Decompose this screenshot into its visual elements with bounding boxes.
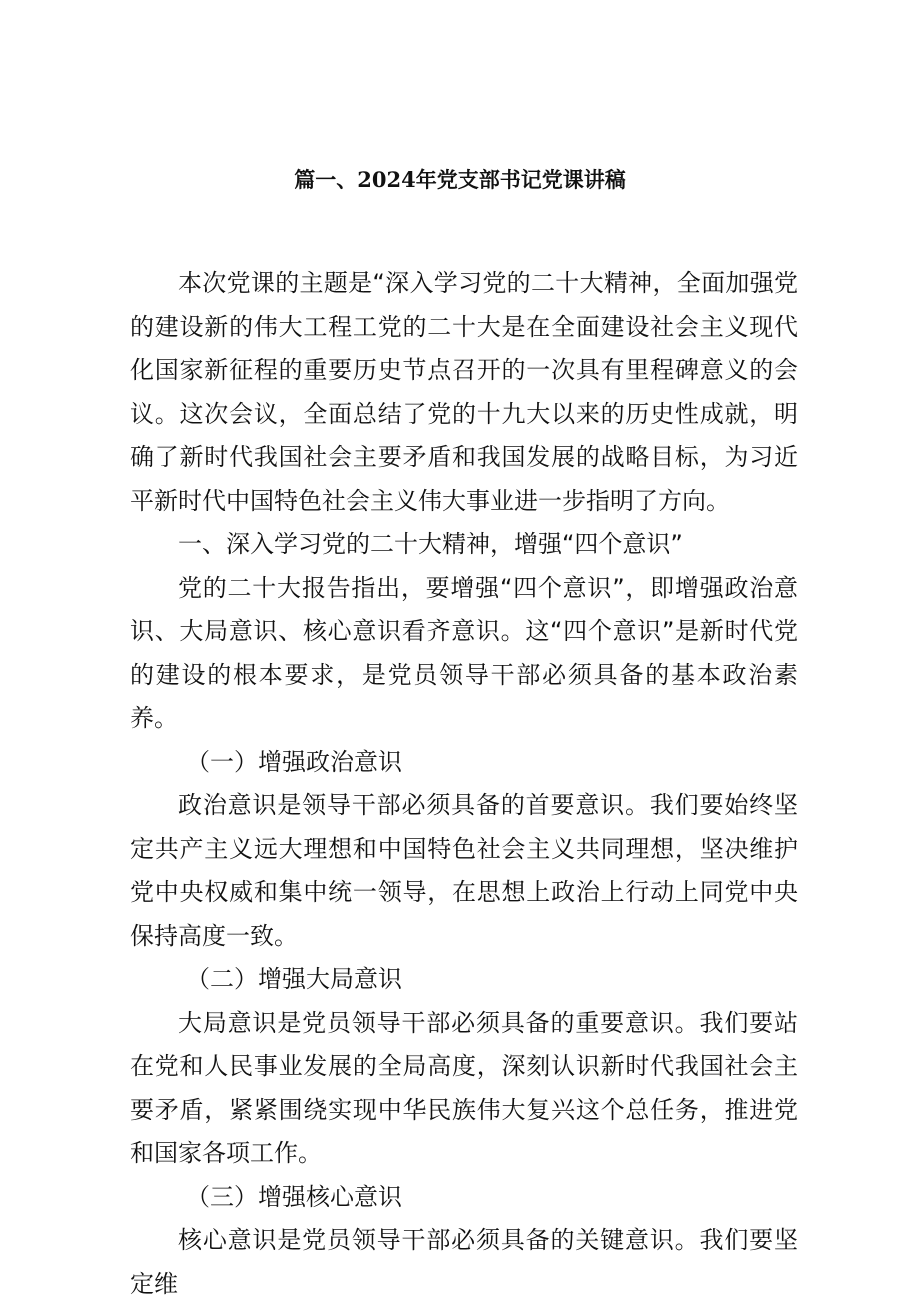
document-title: 篇一、2024年党支部书记党课讲稿 <box>294 167 626 192</box>
intro-paragraph: 本次党课的主题是“深入学习党的二十大精神，全面加强党的建设新的伟大工程工党的二十大是在全面建设社会主义现代化国家新征程的重要历史节点召开的一次具有里程碑意义的会议。这次会议，全面总结了党的十九大以来的历史性成就，明确了新时代我国社会主要矛盾和我国发展的战略目标，为习近平新时代中国特色社会主义伟大事业进一步指明了方向。 <box>130 269 798 515</box>
section-1-paragraph: 党的二十大报告指出，要增强“四个意识”，即增强政治意识、大局意识、核心意识看齐意识。这“四个意识”是新时代党的建设的根本要求，是党员领导干部必须具备的基本政治素养。 <box>130 573 798 732</box>
subheading-1: （一）增强政治意识 <box>186 747 402 776</box>
subheading-3: （三）增强核心意识 <box>186 1182 402 1211</box>
section-heading-1: 一、深入学习党的二十大精神，增强“四个意识” <box>178 530 683 558</box>
subsection-1-paragraph: 政治意识是领导干部必须具备的首要意识。我们要始终坚定共产主义远大理想和中国特色社会主义共同理想，坚决维护党中央权威和集中统一领导，在思想上政治上行动上同党中央保持高度一致。 <box>130 791 798 950</box>
document-body <box>130 262 798 1301</box>
subsection-3-paragraph: 核心意识是党员领导干部必须具备的关键意识。我们要坚定维 <box>130 1226 798 1298</box>
subheading-2: （二）增强大局意识 <box>186 965 402 993</box>
subsection-2-paragraph: 大局意识是党员领导干部必须具备的重要意识。我们要站在党和人民事业发展的全局高度，深刻认识新时代我国社会主要矛盾，紧紧围绕实现中华民族伟大复兴这个总任务，推进党和国家各项工作。 <box>130 1008 798 1167</box>
